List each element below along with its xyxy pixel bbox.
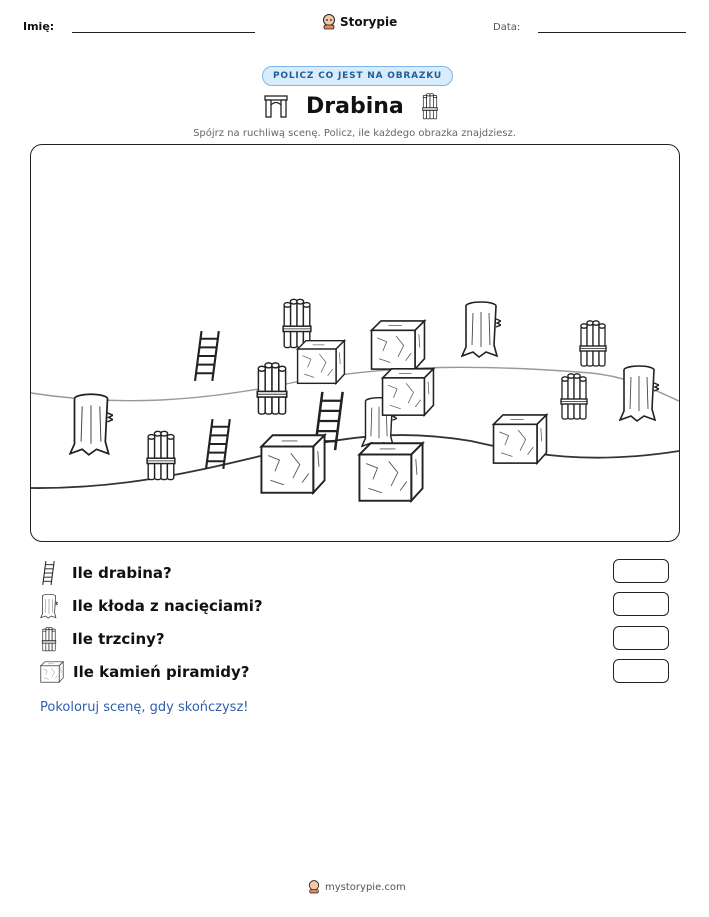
brand-logo bbox=[322, 14, 397, 30]
answer-box-log[interactable] bbox=[613, 592, 669, 616]
pyramid-stone bbox=[494, 415, 547, 463]
pyramid-stone bbox=[372, 321, 425, 369]
ladder bbox=[195, 331, 219, 381]
scene-illustration bbox=[31, 145, 679, 541]
reeds-icon bbox=[40, 626, 58, 652]
date-label: Data: bbox=[493, 22, 521, 33]
question-text: Ile kłoda z nacięciami? bbox=[72, 597, 263, 615]
date-line[interactable] bbox=[538, 32, 686, 33]
question-row-log bbox=[40, 593, 670, 619]
reeds-title-icon bbox=[421, 92, 439, 124]
notched-log bbox=[462, 302, 501, 357]
answer-box-ladder[interactable] bbox=[613, 559, 669, 583]
color-instruction: Pokoloruj scenę, gdy skończysz! bbox=[40, 700, 249, 715]
scene-frame bbox=[30, 144, 680, 542]
answer-box-stone[interactable] bbox=[613, 659, 669, 683]
activity-badge: POLICZ CO JEST NA OBRAZKU bbox=[262, 66, 453, 86]
pyramid-stone bbox=[383, 369, 434, 415]
notched-log bbox=[620, 366, 659, 421]
question-list bbox=[40, 560, 670, 685]
question-row-ladder bbox=[40, 560, 670, 586]
name-label: Imię: bbox=[23, 20, 55, 33]
instructions: Spójrz na ruchliwą scenę. Policz, ile każdego obrazka znajdziesz. bbox=[193, 128, 516, 139]
pyramid-stone-icon bbox=[40, 661, 64, 683]
reeds bbox=[257, 363, 286, 414]
reeds bbox=[580, 321, 606, 366]
storypie-mascot-icon bbox=[322, 14, 336, 30]
reeds bbox=[147, 431, 175, 479]
archway-icon bbox=[263, 93, 289, 123]
footer-url[interactable]: mystorypie.com bbox=[325, 881, 406, 893]
question-text: Ile kamień piramidy? bbox=[73, 663, 250, 681]
answer-box-reeds[interactable] bbox=[613, 626, 669, 650]
footer bbox=[308, 880, 406, 894]
pyramid-stone bbox=[298, 341, 345, 384]
brand-name: Storypie bbox=[340, 15, 398, 29]
question-row-reeds bbox=[40, 626, 670, 652]
question-text: Ile trzciny? bbox=[72, 630, 165, 648]
pyramid-stone bbox=[359, 443, 422, 500]
notched-log-icon bbox=[40, 593, 58, 619]
reeds bbox=[561, 374, 587, 419]
name-line[interactable] bbox=[72, 32, 255, 33]
notched-log bbox=[70, 394, 113, 455]
question-row-stone bbox=[40, 659, 670, 685]
ground-line bbox=[31, 435, 679, 488]
ladder bbox=[206, 419, 230, 469]
ladder-icon bbox=[40, 560, 58, 586]
question-text: Ile drabina? bbox=[72, 564, 172, 582]
page-title: Drabina bbox=[306, 94, 404, 119]
storypie-mascot-icon bbox=[308, 880, 320, 894]
pyramid-stone bbox=[261, 435, 324, 492]
